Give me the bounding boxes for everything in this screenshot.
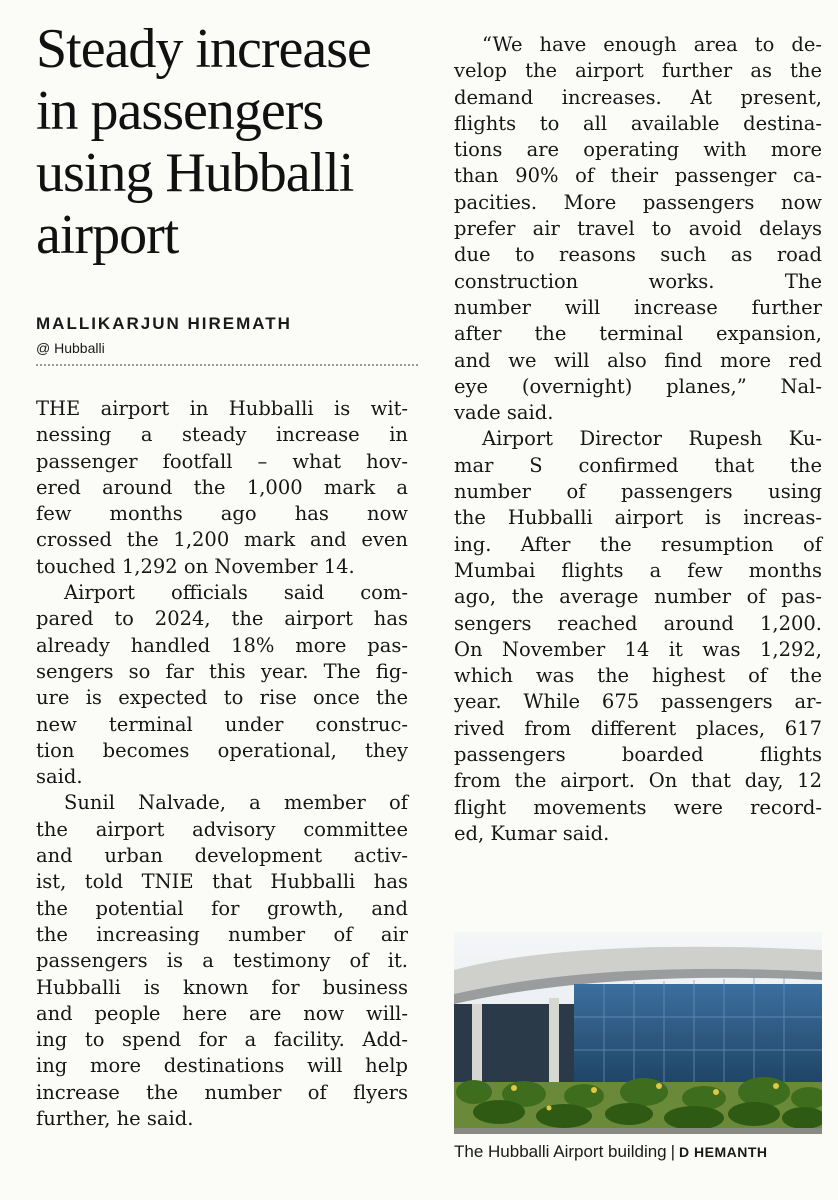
text-line: after the terminal expansion, — [454, 322, 822, 346]
paragraph — [36, 580, 408, 790]
text-line: construction works. The — [454, 269, 822, 293]
left-column-body — [36, 396, 408, 1132]
text-line: ist, told TNIE that Hubballi has — [36, 870, 408, 894]
text-line: “We have enough area to de- — [482, 33, 822, 56]
text-line: ago, the average number of pas- — [454, 585, 822, 609]
text-line: pacities. More passengers now — [454, 190, 822, 214]
text-line: and we will also find more red — [454, 348, 822, 372]
text-line: vade said. — [454, 401, 554, 425]
text-line: nessing a steady increase in — [36, 423, 408, 447]
text-line: pared to 2024, the airport has — [36, 607, 408, 631]
photo-credit: D HEMANTH — [679, 1144, 768, 1160]
text-line: the airport advisory committee — [36, 817, 408, 841]
text-line: sengers so far this year. The fig- — [36, 659, 408, 683]
text-line: ed, Kumar said. — [454, 821, 610, 845]
headline-line: using Hubballi — [36, 142, 354, 204]
caption-text: The Hubballi Airport building — [454, 1142, 667, 1161]
text-line: ing more destinations will help — [36, 1054, 408, 1078]
text-line: the increasing number of air — [36, 922, 408, 946]
text-line: tions are operating with more — [454, 138, 822, 162]
text-line: and urban development activ- — [36, 844, 408, 868]
text-line: already handled 18% more pas- — [36, 633, 408, 657]
text-line: increase the number of flyers — [36, 1080, 408, 1104]
paragraph — [454, 426, 822, 847]
text-line: passengers boarded flights — [454, 743, 822, 767]
text-line: velop the airport further as the — [454, 59, 822, 83]
text-line: from the airport. On that day, 12 — [454, 769, 822, 793]
paragraph — [36, 396, 408, 580]
photo-caption — [454, 1142, 822, 1162]
headline-line: in passengers — [36, 80, 324, 142]
caption-separator: | — [670, 1142, 676, 1161]
text-line: said. — [36, 765, 83, 789]
text-line: number of passengers using — [454, 480, 822, 504]
text-line: the Hubballi airport is increas- — [454, 506, 822, 530]
text-line: crossed the 1,200 mark and even — [36, 528, 408, 552]
text-line: and people here are now will- — [36, 1001, 408, 1025]
text-line: further, he said. — [36, 1107, 194, 1131]
airport-photo — [454, 932, 822, 1134]
text-line: year. While 675 passengers ar- — [454, 690, 822, 714]
dateline: @ Hubballi — [36, 340, 105, 356]
right-column-body — [454, 32, 822, 847]
text-line: new terminal under construc- — [36, 712, 408, 736]
text-line: ing. After the resumption of — [454, 532, 822, 556]
text-line: flight movements were record- — [454, 795, 822, 819]
text-line: the potential for growth, and — [36, 896, 408, 920]
glass-facade — [574, 984, 822, 1084]
text-line: demand increases. At present, — [454, 85, 822, 109]
pillar — [549, 998, 559, 1090]
text-line: ered around the 1,000 mark a — [36, 475, 408, 499]
headline-line: Steady increase — [36, 18, 371, 80]
text-line: Airport Director Rupesh Ku- — [482, 427, 822, 451]
text-line: eye (overnight) planes,” Nal- — [454, 374, 822, 398]
airport-building-illustration — [454, 932, 822, 1134]
text-line: which was the highest of the — [454, 664, 822, 688]
text-line: Sunil Nalvade, a member of — [64, 791, 408, 815]
text-line: passengers is a testimony of it. — [36, 949, 408, 973]
text-line: passenger footfall – what hov- — [36, 449, 408, 473]
text-line: due to reasons such as road — [454, 243, 822, 267]
pavement — [454, 1128, 822, 1134]
text-line: flights to all available destina- — [454, 111, 822, 135]
divider — [36, 364, 418, 366]
paragraph — [454, 32, 822, 426]
headline-line: airport — [36, 204, 179, 266]
text-line: rived from different places, 617 — [454, 716, 822, 740]
text-line: number will increase further — [454, 295, 822, 319]
text-line: Mumbai flights a few months — [454, 558, 822, 582]
text-line: Hubballi is known for business — [36, 975, 408, 999]
text-line: tion becomes operational, they — [36, 738, 408, 762]
byline: MALLIKARJUN HIREMATH — [36, 314, 292, 333]
pillar — [472, 1004, 482, 1090]
text-line: than 90% of their passenger ca- — [454, 164, 822, 188]
text-line: THE airport in Hubballi is wit- — [36, 397, 408, 420]
text-line: Airport officials said com- — [64, 581, 408, 605]
text-line: ure is expected to rise once the — [36, 686, 408, 710]
text-line: prefer air travel to avoid delays — [454, 217, 822, 241]
text-line: touched 1,292 on November 14. — [36, 554, 355, 578]
text-line: mar S confirmed that the — [454, 453, 822, 477]
headline — [36, 18, 426, 266]
text-line: few months ago has now — [36, 502, 408, 526]
text-line: On November 14 it was 1,292, — [454, 637, 822, 661]
text-line: ing to spend for a facility. Add- — [36, 1028, 408, 1052]
paragraph — [36, 790, 408, 1132]
text-line: sengers reached around 1,200. — [454, 611, 822, 635]
